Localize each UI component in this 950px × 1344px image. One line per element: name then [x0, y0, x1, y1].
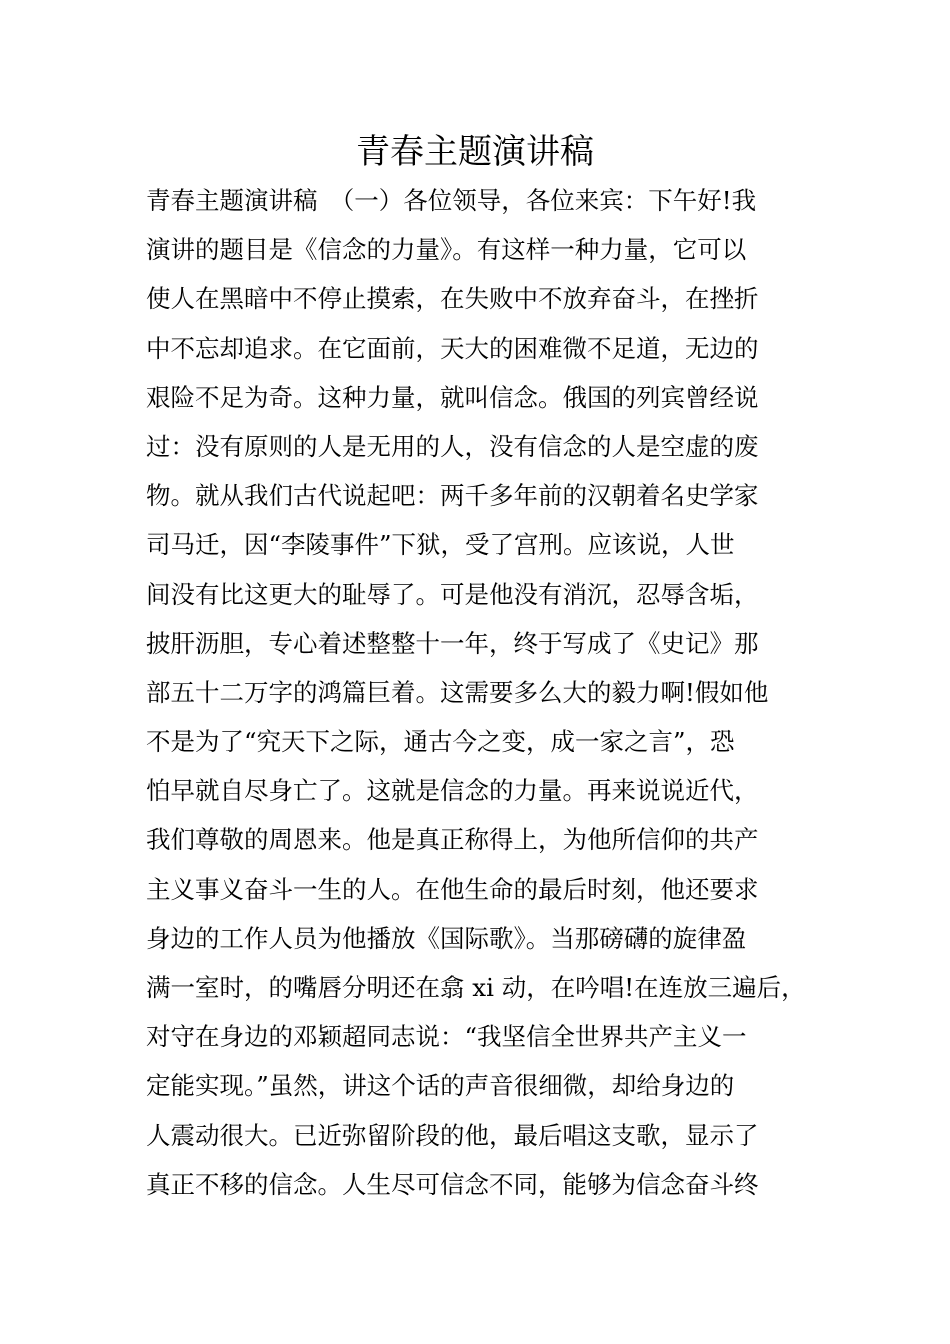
document-title: 青春主题演讲稿: [356, 132, 594, 172]
text-line: 人震动很大。已近弥留阶段的他，最后唱这支歌，显示了: [146, 1120, 759, 1150]
text-line: 艰险不足为奇。这种力量，就叫信念。俄国的列宾曾经说: [146, 382, 759, 412]
text-line: 对守在身边的邓颖超同志说：“我坚信全世界共产主义一: [146, 1022, 747, 1052]
text-line: 披肝沥胆，专心着述整整十一年，终于写成了《史记》那: [146, 628, 759, 658]
text-line: 怕早就自尽身亡了。这就是信念的力量。再来说说近代，: [146, 776, 759, 806]
text-line: 身边的工作人员为他播放《国际歌》。当那磅礴的旋律盈: [146, 923, 747, 953]
text-line: 中不忘却追求。在它面前，天大的困难微不足道，无边的: [146, 333, 759, 363]
text-line: 使人在黑暗中不停止摸索，在失败中不放弃奋斗，在挫折: [146, 284, 759, 314]
document-body: [146, 176, 846, 1209]
text-line: 不是为了“究天下之际，通古今之变，成一家之言”，恐: [146, 727, 735, 757]
text-line: 满一室时，的嘴唇分明还在翕 xi 动，在吟唱!在连放三遍后，: [146, 973, 806, 1002]
text-line: 部五十二万字的鸿篇巨着。这需要多么大的毅力啊!假如他: [146, 677, 769, 707]
text-line: 司马迁，因“李陵事件”下狱，受了宫刑。应该说，人世: [146, 530, 735, 560]
text-line: 过：没有原则的人是无用的人，没有信念的人是空虚的废: [146, 431, 759, 461]
text-line: 真正不移的信念。人生尽可信念不同，能够为信念奋斗终: [146, 1169, 759, 1199]
text-line: 我们尊敬的周恩来。他是真正称得上，为他所信仰的共产: [146, 825, 759, 855]
text-line: 青春主题演讲稿 （一）各位领导，各位来宾：下午好!我: [146, 186, 757, 215]
text-line: 主义事义奋斗一生的人。在他生命的最后时刻，他还要求: [146, 874, 759, 904]
text-line: 间没有比这更大的耻辱了。可是他没有消沉，忍辱含垢，: [146, 579, 759, 609]
text-line: 定能实现。”虽然，讲这个话的声音很细微，却给身边的: [146, 1071, 735, 1101]
text-line: 演讲的题目是《信念的力量》。有这样一种力量，它可以: [146, 235, 747, 265]
text-line: 物。就从我们古代说起吧：两千多年前的汉朝着名史学家: [146, 481, 759, 511]
